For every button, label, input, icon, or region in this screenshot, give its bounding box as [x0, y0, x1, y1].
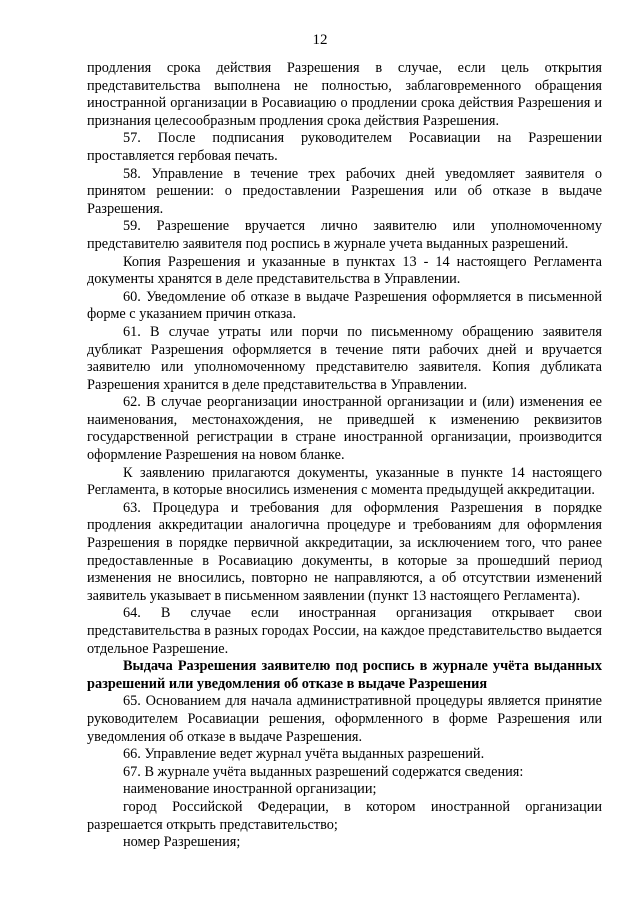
paragraph-62: 62. В случае реорганизации иностранной организации и (или) изменения ее наименования, местонахождения, не приведшей к изменению реквизитов государственной регистрации в стране иностранной организации, производится оформление Разрешения на новом бланке. — [87, 394, 602, 464]
paragraph-60: 60. Уведомление об отказе в выдаче Разрешения оформляется в письменной форме с указанием причин отказа. — [87, 288, 602, 323]
list-item-city: город Российской Федерации, в котором иностранной организации разрешается открыть представительство; — [87, 798, 602, 833]
paragraph-59: 59. Разрешение вручается лично заявителю или уполномоченному представителю заявителя под роспись в журнале учета выданных разрешений. — [87, 218, 602, 252]
paragraph-67: 67. В журнале учёта выданных разрешений содержатся сведения: — [123, 763, 524, 780]
paragraph-66: 66. Управление ведет журнал учёта выданных разрешений. — [123, 746, 485, 763]
list-item-organization-name: наименование иностранной организации; — [123, 781, 377, 798]
paragraph-57: 57. После подписания руководителем Росавиации на Разрешении проставляется гербовая печать. — [87, 130, 602, 164]
paragraph-64: 64. В случае если иностранная организация открывает свои представительства в разных городах России, на каждое представительство выдается отдельное Разрешение. — [87, 605, 602, 657]
document-body — [87, 60, 602, 852]
paragraph-61: 61. В случае утраты или порчи по письменному обращению заявителя дубликат Разрешения оформляется в течение пяти рабочих дней и вручается заявителю или уполномоченному представителю заявителя. Копия дубликата Разрешения хранится в деле представительства в Управлении. — [87, 323, 602, 393]
list-item-permit-number: номер Разрешения; — [123, 834, 241, 851]
paragraph-65: 65. Основанием для начала административной процедуры является принятие руководителем Росавиации решения, оформленного в форме Разрешения или уведомления об отказе в выдаче Разрешения. — [87, 693, 602, 745]
paragraph-continuation: продления срока действия Разрешения в случае, если цель открытия представительства выполнена не полностью, заблаговременного обращения иностранной организации в Росавиацию о продлении срока действия Разрешения и признания целесообразным продления срока действия Разрешения. — [87, 60, 602, 129]
section-heading: Выдача Разрешения заявителю под роспись в журнале учёта выданных разрешений или уведомления об отказе в выдаче Разрешения — [87, 658, 602, 692]
paragraph-59-copy: Копия Разрешения и указанные в пунктах 13 - 14 настоящего Регламента документы хранятся в деле представительства в Управлении. — [87, 253, 602, 288]
paragraph-63: 63. Процедура и требования для оформления Разрешения в порядке продления аккредитации аналогична процедуре и требованиям для оформления Разрешения в порядке первичной аккредитации, за исключением того, что ранее предоставленные в Росавиацию документы, в которые за прошедший период изменения не вносились, повторно не направляются, а об отсутствии изменений заявитель указывает в письменном заявлении (пункт 13 настоящего Регламента). — [87, 499, 602, 604]
paragraph-62-attachments: К заявлению прилагаются документы, указанные в пункте 14 настоящего Регламента, в которые вносились изменения с момента предыдущей аккредитации. — [87, 464, 602, 499]
page-number: 12 — [312, 32, 328, 48]
paragraph-58: 58. Управление в течение трех рабочих дней уведомляет заявителя о принятом решении: о предоставлении Разрешения или об отказе в выдаче Разрешения. — [87, 165, 602, 217]
